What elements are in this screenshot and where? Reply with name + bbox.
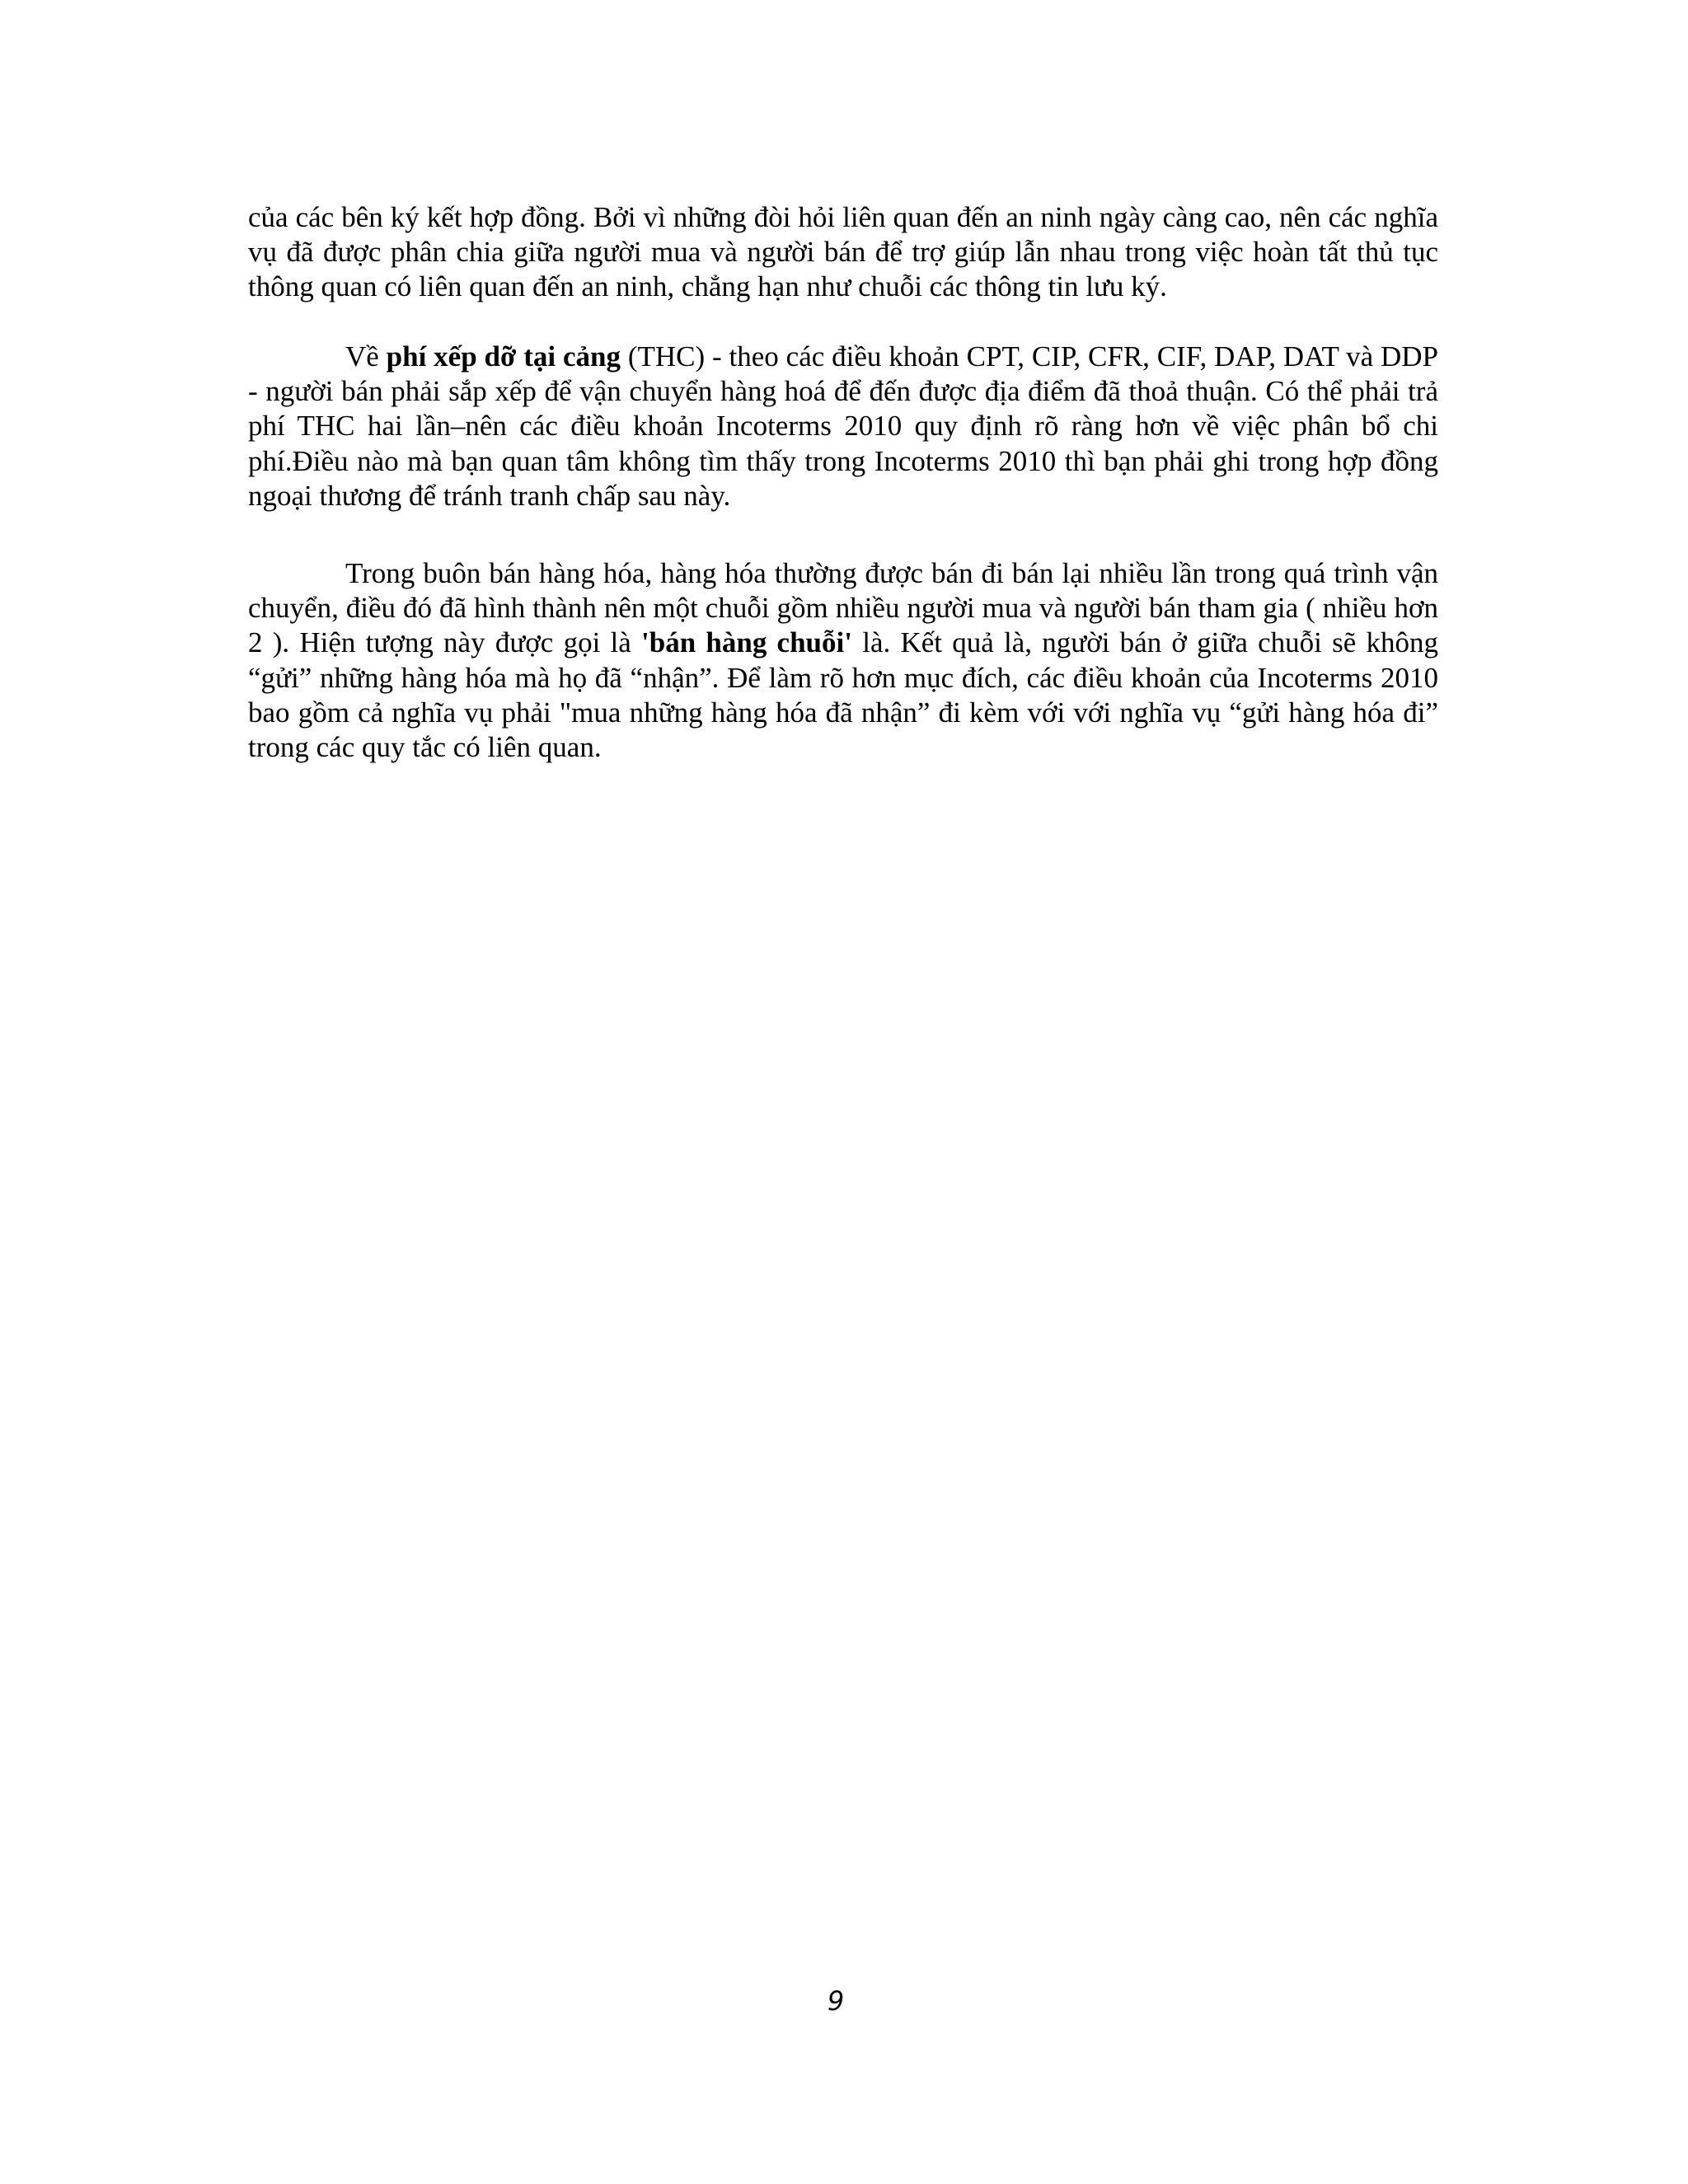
paragraph-3-text-after: là. Kết quả là, người bán ở giữa chuỗi sẽ không “gửi” những hàng hóa mà họ đã “nhận”. Để làm rõ hơn mục đích, các điều khoản của Incoterms 2010 bao gồm cả nghĩa vụ phải "mua những hàng hóa đã nhận” đi kèm với với nghĩa vụ “gửi hàng hóa đi” trong các quy tắc có liên quan. xyxy=(248,626,1438,764)
paragraph-1-text: của các bên ký kết hợp đồng. Bởi vì những đòi hỏi liên quan đến an ninh ngày càng cao, nên các nghĩa vụ đã được phân chia giữa người mua và người bán để trợ giúp lẫn nhau trong việc hoàn tất thủ tục thông quan có liên quan đến an ninh, chẳng hạn như chuỗi các thông tin lưu ký. xyxy=(248,201,1438,303)
paragraph-2-bold-term: phí xếp dỡ tại cảng xyxy=(386,340,621,373)
paragraph-3 xyxy=(248,556,1438,765)
paragraph-2 xyxy=(248,340,1438,513)
paragraph-1 xyxy=(248,200,1438,305)
paragraph-2-text-before: Về xyxy=(345,340,387,373)
paragraph-2-text-after: (THC) - theo các điều khoản CPT, CIP, CFR, CIF, DAP, DAT và DDP - người bán phải sắp xếp để vận chuyển hàng hoá để đến được địa điểm đã thoả thuận. Có thể phải trả phí THC hai lần–nên các điều khoản Incoterms 2010 quy định rõ ràng hơn về việc phân bổ chi phí.Điều nào mà bạn quan tâm không tìm thấy trong Incoterms 2010 thì bạn phải ghi trong hợp đồng ngoại thương để tránh tranh chấp sau này. xyxy=(248,340,1438,512)
paragraph-3-bold-term: 'bán hàng chuỗi' xyxy=(641,626,852,659)
page-number: 9 xyxy=(827,1985,845,2017)
paragraph-3-text-before: Trong buôn bán hàng hóa, hàng hóa thường được bán đi bán lại nhiều lần trong quá trình vận chuyển, điều đó đã hình thành nên một chuỗi gồm nhiều người mua và người bán tham gia ( nhiều hơn 2 ). Hiện tượng này được gọi là xyxy=(248,557,1438,659)
